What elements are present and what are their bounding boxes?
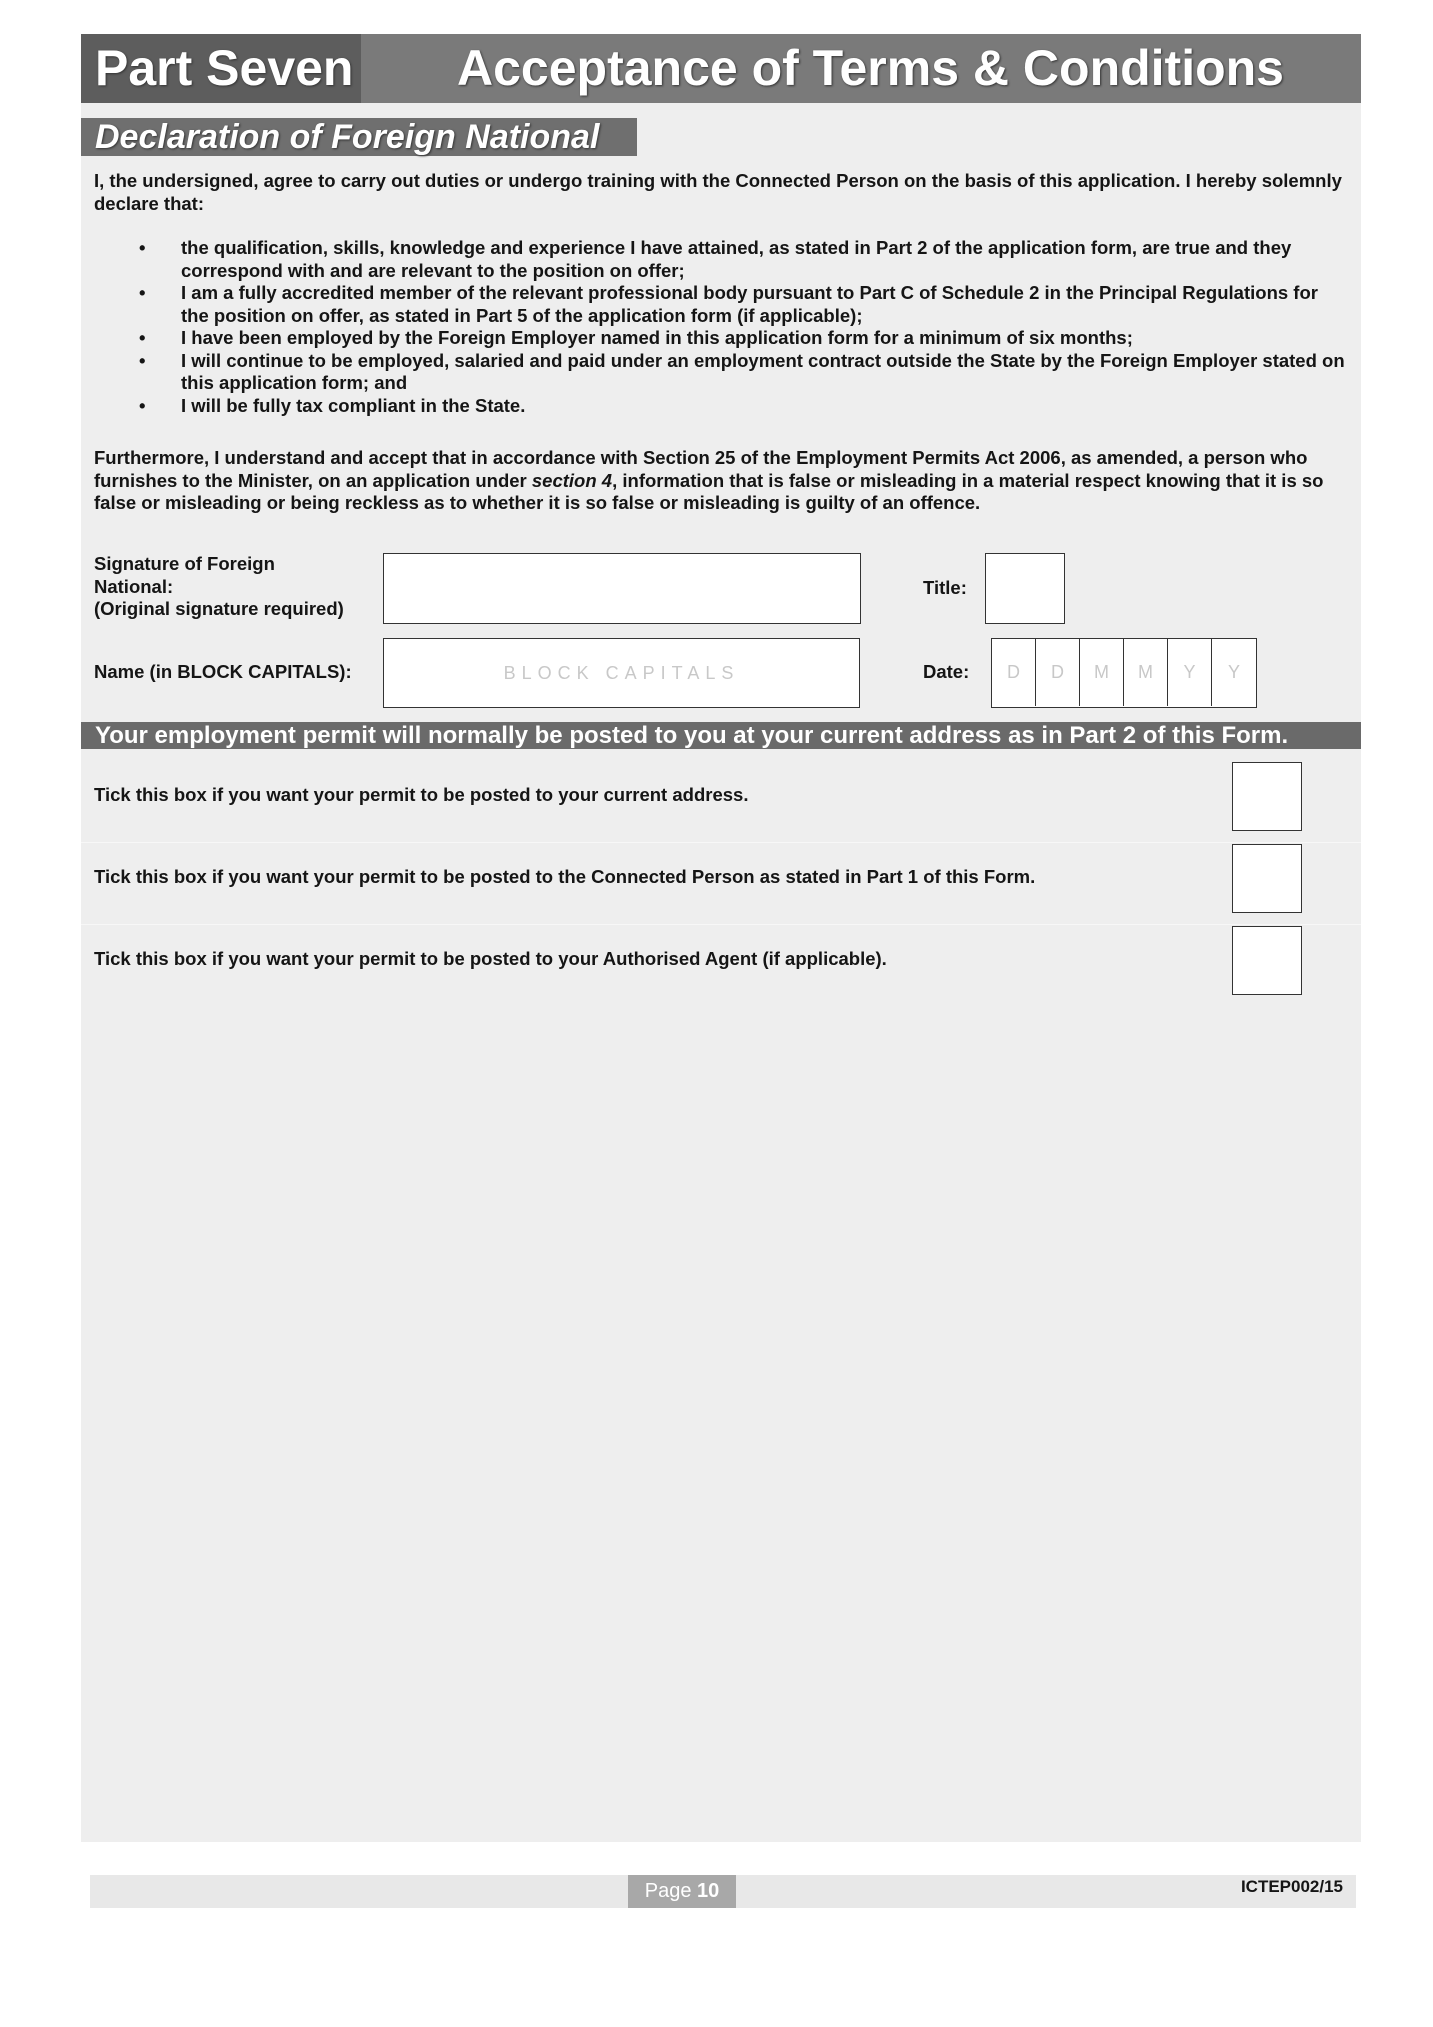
declaration-list <box>94 237 1349 417</box>
part-number: Part Seven <box>81 34 361 103</box>
tick-label-current-address: Tick this box if you want your permit to be posted to your current address. <box>94 784 749 805</box>
checkbox-authorised-agent[interactable] <box>1232 926 1302 995</box>
page-number: 10 <box>697 1880 720 1902</box>
date-cell-day[interactable]: D <box>1036 639 1080 706</box>
bullet-icon: • <box>139 282 146 303</box>
tick-label-connected-person: Tick this box if you want your permit to be posted to the Connected Person as stated in Part 1 of this Form. <box>94 866 1036 887</box>
offence-notice: Furthermore, I understand and accept that in accordance with Section 25 of the Employment Permits Act 2006, as amended, a person who furnishes to the Minister, on an application under section 4, information that is false or misleading in a material respect knowing that it is so false or misleading or being reckless as to whether it is so false or misleading is guilty of an offence. <box>94 447 1324 513</box>
bullet-icon: • <box>139 349 146 371</box>
date-label: Date: <box>923 661 970 682</box>
signature-field[interactable] <box>383 553 861 624</box>
list-item: • I am a fully accredited member of the relevant professional body pursuant to Part C of Schedule 2 in the Principal Regulations for the position on offer, as stated in Part 5 of the application form (if applicable); <box>139 282 1318 326</box>
row-divider <box>81 924 1361 925</box>
date-cell-month[interactable]: M <box>1080 639 1124 706</box>
document-code: ICTEP002/15 <box>1240 1877 1343 1896</box>
part-title: Acceptance of Terms & Conditions <box>457 40 1284 96</box>
tick-label-authorised-agent: Tick this box if you want your permit to be posted to your Authorised Agent (if applicable). <box>94 948 887 969</box>
name-label: Name (in BLOCK CAPITALS): <box>94 661 352 682</box>
name-placeholder: BLOCK CAPITALS <box>503 662 740 683</box>
list-item: • I will continue to be employed, salaried and paid under an employment contract outside the State by the Foreign Employer stated on this application form; and <box>139 349 1345 393</box>
page-indicator: Page 10 <box>628 1875 736 1908</box>
bullet-icon: • <box>139 327 146 348</box>
date-cell-year[interactable]: Y <box>1227 662 1240 682</box>
name-field[interactable] <box>383 638 860 708</box>
list-item: • I have been employed by the Foreign Employer named in this application form for a minimum of six months; <box>139 327 1133 348</box>
checkbox-current-address[interactable] <box>1232 762 1302 831</box>
checkbox-connected-person[interactable] <box>1232 844 1302 913</box>
list-item: • I will be fully tax compliant in the State. <box>139 394 526 416</box>
row-divider <box>81 842 1361 843</box>
part-header <box>81 34 1361 103</box>
date-cell-month[interactable]: M <box>1124 639 1168 706</box>
title-label: Title: <box>923 577 967 598</box>
bullet-icon: • <box>139 237 146 258</box>
bullet-icon: • <box>139 394 146 416</box>
declaration-intro: I, the undersigned, agree to carry out duties or undergo training with the Connected Person on the basis of this application. I hereby solemnly declare that: <box>94 170 1342 214</box>
section-title: Declaration of Foreign National <box>81 118 637 156</box>
title-field[interactable] <box>985 553 1065 624</box>
list-item: • the qualification, skills, knowledge and experience I have attained, as stated in Part 2 of the application form, are true and they correspond with and are relevant to the position on offer; <box>139 237 1292 281</box>
date-field[interactable] <box>991 638 1257 708</box>
postal-note: Your employment permit will normally be posted to you at your current address as in Part 2 of this Form. <box>81 722 1361 749</box>
signature-label: Signature of Foreign National: (Original signature required) <box>94 553 344 619</box>
date-cell-year[interactable]: Y <box>1168 639 1212 706</box>
date-cell-day[interactable]: D <box>992 639 1036 706</box>
